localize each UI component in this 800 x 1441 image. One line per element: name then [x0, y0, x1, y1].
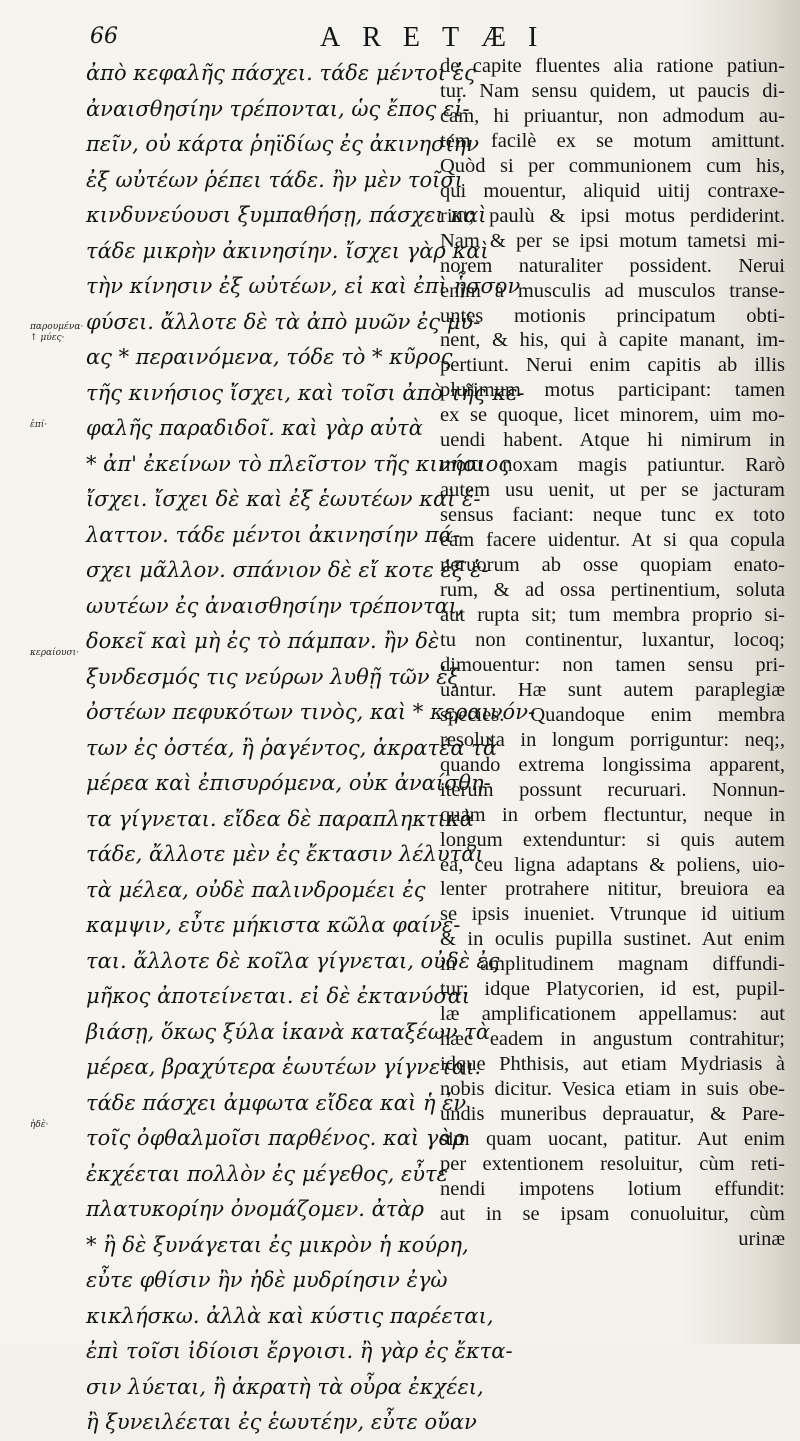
greek-text-line: σιν λύεται, ἢ ἀκρατὴ τὰ οὖρα ἐκχέει,: [86, 1374, 484, 1399]
latin-text-line: de capite fluentes alia ratione patiun-: [440, 55, 785, 77]
greek-text-line: τὰ μέλεα, οὐδὲ παλινδρομέει ἐς: [86, 877, 426, 902]
latin-text-line: uendi habent. Atque hi nimirum in: [440, 429, 785, 452]
latin-text-line: tur; idque Platycorien, id est, pupil-: [440, 978, 785, 1001]
margin-note: ἐπί·: [30, 420, 48, 430]
greek-text-line: ξυνδεσμός τις νεύρων λυθῇ τῶν ἐξ: [86, 664, 460, 689]
latin-text-line: idque Phthisis, aut etiam Mydriasis à: [440, 1053, 785, 1076]
latin-text-line: sensus faciant: neque tunc ex toto: [440, 504, 785, 527]
latin-text-line: urinæ: [738, 1227, 785, 1250]
latin-text-line: resoluta in longum porriguntur: neq;,: [440, 728, 785, 751]
latin-text-line: lenter protrahere nititur, breuiora ea: [440, 878, 785, 901]
greek-text-line: σχει μᾶλλον. σπάνιον δὲ εἴ κοτε ἐξ ἑ-: [86, 558, 489, 582]
latin-text-line: & in oculis pupilla sustinet. Aut enim: [440, 928, 785, 951]
greek-text-line: κινδυνεύουσι ξυμπαθήσῃ, πάσχει καὶ: [86, 203, 487, 227]
running-head: ARETÆI: [320, 22, 560, 53]
latin-text-column: [440, 54, 785, 1252]
latin-text-line: autem usu uenit, ut per se jacturam: [440, 479, 785, 502]
greek-text-line: ἀναισθησίην τρέπονται, ὡς ἔπος εἰ-: [86, 96, 470, 121]
latin-text-line: ex se quoque, licet minorem, uim mo-: [440, 404, 785, 427]
greek-text-line: ἀπὸ κεφαλῆς πάσχει. τάδε μέντοι ἐς: [86, 61, 476, 85]
page-number: 66: [90, 24, 118, 49]
greek-text-line: μέρεα καὶ ἐπισυρόμενα, οὐκ ἀναίσθη-: [86, 771, 491, 795]
latin-text-line: se ipsis inueniet. Vtrunque id uitium: [440, 903, 785, 926]
greek-text-line: τάδε πάσχει ἀμφωτα εἴδεα καὶ ἡ ἐν: [86, 1090, 467, 1115]
latin-text-line: quam in orbem flectuntur, neque in: [440, 803, 785, 826]
greek-text-line: φύσει. ἄλλοτε δὲ τὰ ἀπὸ μυῶν ἐς μύ-: [86, 309, 481, 334]
latin-text-line: undis muneribus deprauatur, & Pare-: [440, 1103, 785, 1126]
latin-text-line: aut in se ipsam conuoluitur, cùm: [440, 1202, 785, 1225]
greek-text-line: ας * περαινόμενα, τόδε τὸ * κῦρος: [86, 345, 453, 369]
greek-text-line: τῆς κινήσιος ἴσχει, καὶ τοῖσι ἀπὸ τῆς κε-: [86, 380, 525, 405]
latin-text-line: cam, hi priuantur, non admodum au-: [440, 104, 785, 127]
latin-text-line: hæc eadem in angustum contrahitur;: [440, 1028, 785, 1051]
greek-text-line: πλατυκορίην ὀνομάζομεν. ἀτὰρ: [86, 1197, 424, 1221]
latin-text-line: qui mouentur, aliquid uitij contraxe-: [440, 179, 785, 202]
latin-text-line: iterum possunt recuruari. Nonnun-: [440, 778, 785, 801]
latin-text-line: ea, ceu ligna adaptans & poliens, uio-: [440, 853, 785, 876]
greek-text-line: δοκεῖ καὶ μὴ ἐς τὸ πάμπαν. ἢν δὲ: [86, 629, 440, 653]
latin-text-line: species. Quandoque enim membra: [440, 703, 785, 726]
latin-text-line: untes motionis principatum obti-: [440, 304, 785, 327]
greek-text-line: φαλῆς παραδιδοῖ. καὶ γὰρ αὐτὰ: [86, 416, 423, 440]
latin-text-line: enim à musculis ad musculos transe-: [440, 279, 785, 302]
latin-text-line: dimouentur: non tamen sensu pri-: [440, 653, 785, 676]
greek-text-line: τὴν κίνησιν ἐξ ωὐτέων, εἰ καὶ ἐπὶ ἧσσον: [86, 274, 521, 298]
margin-note: παρουμένα· ↑ μύες·: [30, 322, 84, 343]
latin-text-line: pertiunt. Nerui enim capitis ab illis: [440, 354, 785, 377]
margin-note: κεραίουσι·: [30, 648, 80, 658]
greek-text-line: τάδε μικρὴν ἀκινησίην. ἴσχει γὰρ καὶ: [86, 238, 489, 263]
latin-text-line: plurimum motus participant: tamen: [440, 379, 785, 402]
greek-text-line: ἐπὶ τοῖσι ἰδίοισι ἔργοισι. ἢ γὰρ ἐς ἔκτα-: [86, 1339, 513, 1363]
greek-text-column: [86, 56, 536, 1441]
latin-text-line: nobis dicitur. Vesica etiam in suis obe-: [440, 1078, 785, 1101]
latin-text-line: tem facilè ex se motum amittunt.: [440, 129, 785, 152]
margin-notes: [0, 0, 86, 1344]
greek-text-line: πεῖν, οὐ κάρτα ῥηϊδίως ἐς ἀκινησίην: [86, 132, 480, 156]
latin-text-line: Quòd si per communionem cum his,: [440, 154, 785, 177]
latin-text-line: quando extrema longissima apparent,: [440, 753, 785, 776]
latin-text-line: læ amplificationem appellamus: aut: [440, 1003, 785, 1026]
greek-text-line: τα γίγνεται. εἴδεα δὲ παραπληκτικὰ: [86, 806, 474, 831]
latin-text-line: nent, & his, qui à capite manant, im-: [440, 329, 785, 352]
latin-text-line: rum, & ad ossa pertinentium, soluta: [440, 579, 785, 602]
greek-text-line: λαττον. τάδε μέντοι ἀκινησίην πά-: [86, 522, 460, 547]
greek-text-line: τάδε, ἄλλοτε μὲν ἐς ἔκτασιν λέλυται: [86, 842, 484, 866]
greek-text-line: ἐξ ωὐτέων ῥέπει τάδε. ἢν μὲν τοῖσι: [86, 167, 463, 192]
greek-text-line: κικλήσκω. ἀλλὰ καὶ κύστις παρέεται,: [86, 1303, 494, 1328]
latin-text-line: sim quam uocant, patitur. Aut enim: [440, 1127, 785, 1150]
greek-text-line: ἴσχει. ἴσχει δὲ καὶ ἐξ ἑωυτέων καὶ ἔ-: [86, 487, 481, 511]
latin-text-line: motu noxam magis patiuntur. Rarò: [440, 454, 785, 477]
greek-text-line: τοῖς ὀφθαλμοῖσι παρθένος. καὶ γὰρ: [86, 1126, 465, 1150]
latin-text-line: uantur. Hæ sunt autem paraplegiæ: [440, 678, 785, 701]
greek-text-line: ωυτέων ἐς ἀναισθησίην τρέπονται,: [86, 593, 464, 618]
greek-text-line: ὀστέων πεφυκότων τινὸς, καὶ * κεραινόν-: [86, 700, 536, 724]
latin-text-line: Nam & per se ipsi motum tametsi mi-: [440, 229, 785, 252]
greek-text-line: μέρεα, βραχύτερα ἑωυτέων γίγνεται.: [86, 1055, 482, 1079]
latin-text-line: norem naturaliter possident. Nerui: [440, 254, 785, 277]
greek-text-line: ἢ ξυνειλέεται ἐς ἑωυτέην, εὖτε οὔαν: [86, 1410, 477, 1434]
greek-text-line: βιάσῃ, ὅκως ξύλα ἱκανὰ καταξέων τὰ: [86, 1019, 491, 1044]
greek-text-line: μῆκος ἀποτείνεται. εἰ δὲ ἐκτανύσαι: [86, 984, 471, 1008]
greek-text-line: ἐκχέεται πολλὸν ἐς μέγεθος, εὖτε: [86, 1161, 448, 1186]
greek-text-line: ται. ἄλλοτε δὲ κοῖλα γίγνεται, οὐδὲ ἐς: [86, 948, 500, 973]
greek-text-line: εὖτε φθίσιν ἢν ἠδὲ μυδρίησιν ἐγὼ: [86, 1268, 448, 1292]
latin-text-line: tu non continentur, luxantur, locoq;: [440, 628, 785, 651]
latin-text-line: aut rupta sit; tum membra proprio si-: [440, 603, 785, 626]
latin-text-line: tur. Nam sensu quidem, ut paucis di-: [440, 79, 785, 102]
latin-text-line: neruorum ab osse quopiam enato-: [440, 554, 785, 577]
latin-text-line: nendi impotens lotium effundit:: [440, 1177, 785, 1200]
page-header: [0, 22, 800, 58]
greek-text-line: των ἐς ὀστέα, ἢ ῥαγέντος, ἀκρατέα τὰ: [86, 735, 498, 760]
latin-text-line: per extentionem resoluitur, cùm reti-: [440, 1152, 785, 1175]
greek-text-line: * ἀπ' ἐκείνων τὸ πλεῖστον τῆς κινήσιος: [86, 451, 511, 476]
greek-text-line: * ἢ δὲ ξυνάγεται ἐς μικρὸν ἡ κούρη,: [86, 1232, 469, 1257]
latin-text-line: rint; paulù & ipsi motus perdiderint.: [440, 204, 785, 227]
latin-text-line: in amplitudinem magnam diffundi-: [440, 953, 785, 976]
greek-text-line: καμψιν, εὖτε μήκιστα κῶλα φαίνε-: [86, 913, 461, 937]
latin-text-line: longum extenduntur: si quis autem: [440, 828, 785, 851]
latin-text-line: eam facere uidentur. At si qua copula: [440, 529, 785, 552]
margin-note: ἠδὲ·: [30, 1120, 49, 1130]
